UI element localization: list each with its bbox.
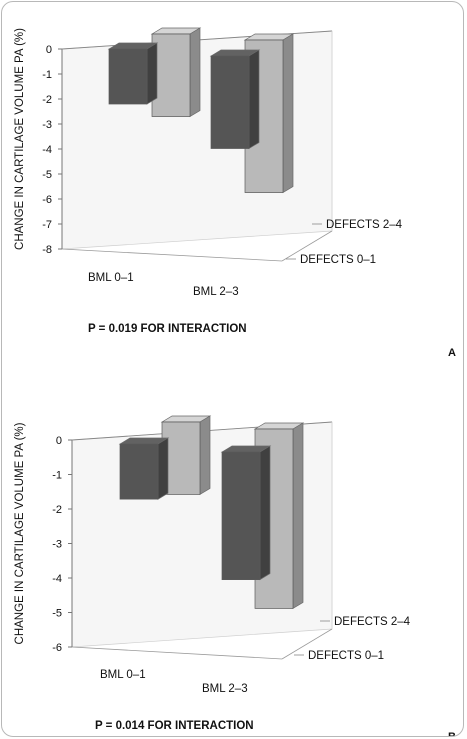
bar-defects-2-4-1-side [200,416,210,494]
bar-defects-2-4-1-face [152,34,190,117]
bar-defects-0-1-1-face [109,49,147,104]
floor-edge-front [72,647,282,659]
bar-defects-0-1-1 [120,438,168,499]
y-tick-label: -7 [42,219,52,231]
y-tick-label: -6 [42,194,52,206]
interaction-note: P = 0.014 FOR INTERACTION [95,720,254,732]
bar-defects-2-4-1-side [190,28,200,117]
y-tick-label: -4 [42,144,52,156]
series-label: DEFECTS 2–4 [326,219,403,231]
y-tick-label: -1 [42,69,52,81]
bar-defects-2-4-2-side [293,423,303,608]
figure-frame [1,1,464,737]
chart-panel-a [14,28,456,359]
x-category-label: BML 0–1 [100,669,146,681]
y-tick-label: -2 [52,504,62,516]
y-tick-label: -8 [42,244,52,256]
bar-defects-0-1-2 [222,446,270,580]
bar-defects-0-1-2-side [249,50,259,149]
bar-defects-2-4-1 [162,416,210,494]
series-label: DEFECTS 0–1 [300,254,377,266]
y-tick-label: -5 [52,607,62,620]
bar-defects-0-1-2 [211,50,259,149]
y-tick-label: -3 [52,538,62,551]
interaction-note: P = 0.019 FOR INTERACTION [88,323,247,335]
y-tick-label: -3 [42,119,52,131]
bar-defects-0-1-1 [109,43,157,104]
bar-defects-0-1-1-side [158,438,168,499]
bar-defects-0-1-2-side [260,446,270,580]
y-axis-title: CHANGE IN CARTILAGE VOLUME PA (%) [14,422,26,645]
x-category-label: BML 2–3 [193,286,239,298]
y-tick-label: -5 [42,169,52,181]
series-label: DEFECTS 0–1 [308,650,385,662]
bar-defects-2-4-1 [152,28,200,117]
bar-defects-0-1-1-side [147,43,157,104]
y-tick-label: -1 [52,469,62,482]
floor-edge-front [62,249,282,261]
chart-panel-b [14,416,456,737]
bar-defects-0-1-1-face [120,444,158,499]
x-category-label: BML 2–3 [202,683,248,695]
y-tick-label: -2 [42,94,52,106]
y-tick-label: 0 [45,44,52,56]
x-category-label: BML 0–1 [88,272,134,284]
series-label: DEFECTS 2–4 [334,616,411,628]
panel-letter: A [448,347,456,359]
panel-letter: B [448,731,456,739]
figure-svg [2,2,464,737]
y-axis-title: CHANGE IN CARTILAGE VOLUME PA (%) [14,28,26,250]
bar-defects-0-1-2-face [211,56,249,149]
bar-defects-2-4-2-side [283,34,293,193]
y-tick-label: -4 [52,573,62,585]
bar-defects-0-1-2-face [222,452,260,580]
y-tick-label: -6 [52,642,62,654]
y-tick-label: 0 [55,435,62,447]
